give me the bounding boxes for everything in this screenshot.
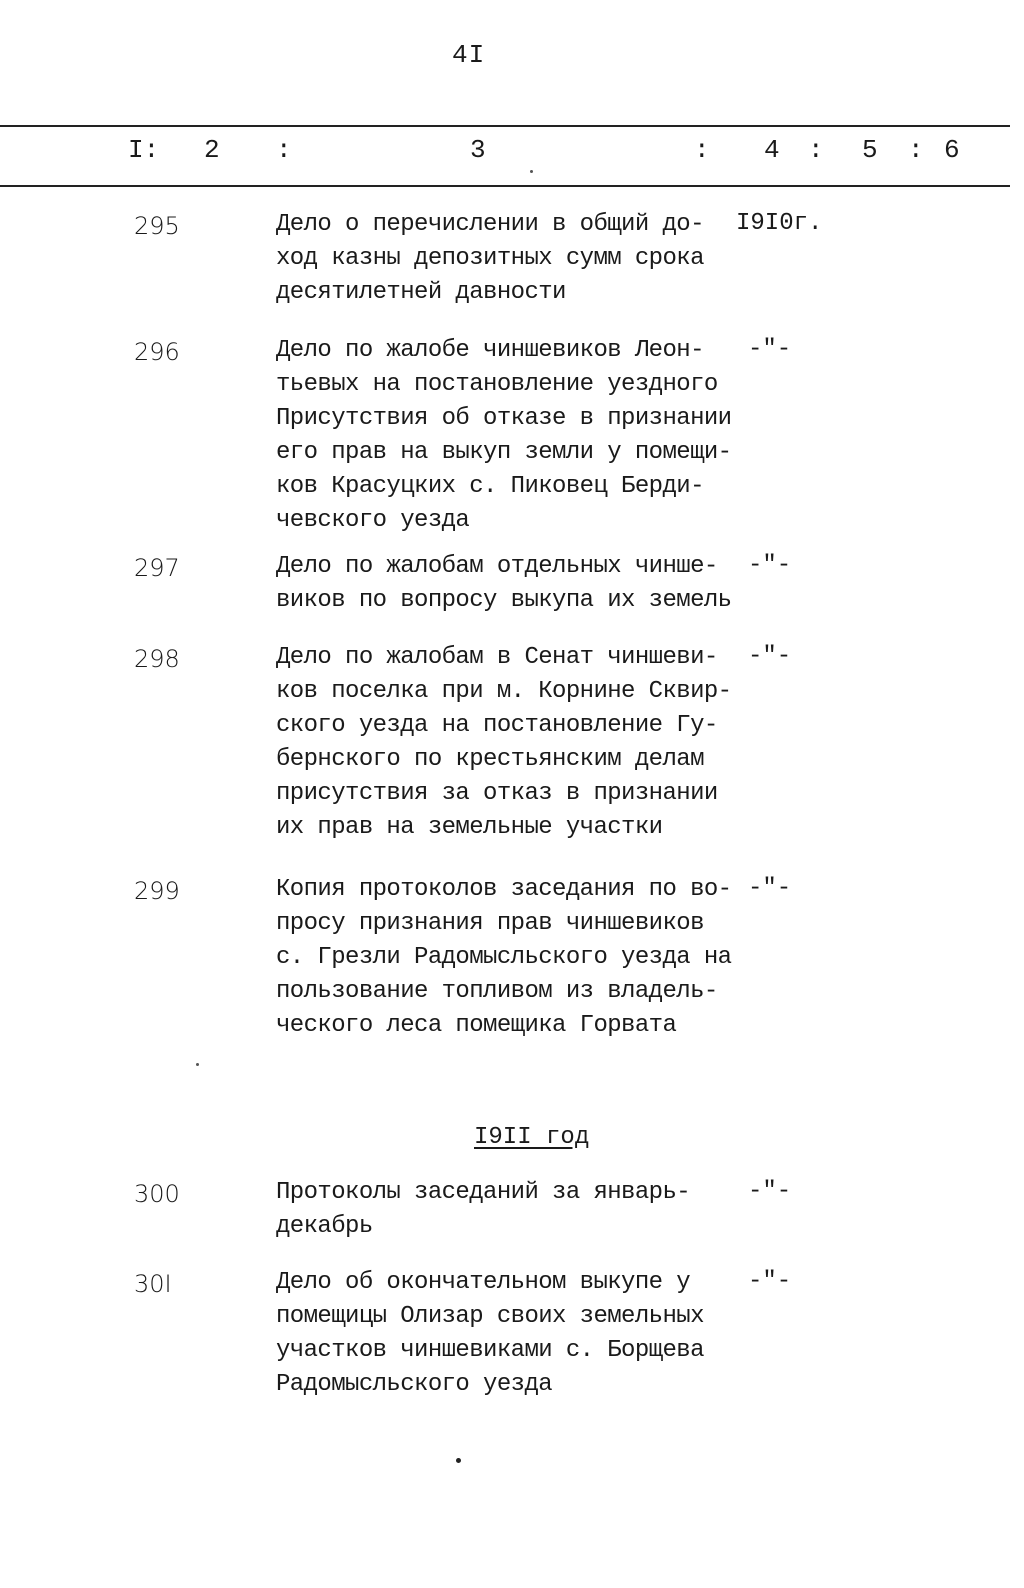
- entry-number: 300: [134, 1180, 180, 1208]
- description-line: присутствия за отказ в признании: [276, 780, 718, 807]
- description-line: просу признания прав чиншевиков: [276, 910, 704, 937]
- description-line: тьевых на постановление уездного: [276, 371, 718, 398]
- description-line: десятилетней давности: [276, 279, 566, 306]
- description-line: Дело по жалобам в Сенат чиншеви-: [276, 644, 718, 671]
- header-rule-bottom: [0, 185, 1010, 187]
- column-header: 3: [470, 135, 486, 165]
- column-header: :: [908, 135, 924, 165]
- entry-date: -"-: [748, 336, 792, 363]
- description-line: пользование топливом из владель-: [276, 978, 718, 1005]
- description-line: ского уезда на постановление Гу-: [276, 712, 718, 739]
- column-header: 5: [862, 135, 878, 165]
- entry-number: 296: [134, 338, 180, 366]
- description-line: Радомысльского уезда: [276, 1371, 553, 1398]
- column-header: :: [808, 135, 824, 165]
- description-line: Присутствия об отказе в признании: [276, 405, 732, 432]
- entry-number: 299: [134, 877, 180, 905]
- description-line: с. Грезли Радомысльского уезда на: [276, 944, 732, 971]
- description-line: их прав на земельные участки: [276, 814, 663, 841]
- entry-description: [276, 1176, 756, 1244]
- description-line: Дело об окончательном выкупе у: [276, 1269, 691, 1296]
- entry-description: [276, 1266, 756, 1402]
- entry-description: [276, 208, 756, 310]
- column-header: 2: [204, 135, 220, 165]
- description-line: ход казны депозитных сумм срока: [276, 245, 704, 272]
- table-header: [0, 135, 1024, 171]
- description-line: декабрь: [276, 1213, 373, 1240]
- description-line: ческого леса помещика Горвата: [276, 1012, 677, 1039]
- entry-date: -"-: [748, 875, 792, 902]
- entry-description: [276, 641, 756, 845]
- description-line: ков поселка при м. Корнине Сквир-: [276, 678, 732, 705]
- description-line: участков чиншевиками с. Борщева: [276, 1337, 704, 1364]
- description-line: его прав на выкуп земли у помещи-: [276, 439, 732, 466]
- entry-date: -"-: [748, 643, 792, 670]
- page-number: 4I: [452, 40, 486, 70]
- scan-speck: [456, 1458, 461, 1463]
- description-line: помещицы Олизар своих земельных: [276, 1303, 704, 1330]
- column-header: 4: [764, 135, 780, 165]
- description-line: чевского уезда: [276, 507, 470, 534]
- description-line: виков по вопросу выкупа их земель: [276, 587, 732, 614]
- year-heading: I9II год: [474, 1124, 590, 1151]
- entry-description: [276, 550, 756, 618]
- entry-description: [276, 873, 756, 1043]
- column-header: 6: [944, 135, 960, 165]
- header-rule-top: [0, 125, 1010, 127]
- description-line: Дело о перечислении в общий до-: [276, 211, 704, 238]
- description-line: Дело по жалобе чиншевиков Леон-: [276, 337, 704, 364]
- entry-number: 30I: [134, 1270, 172, 1298]
- description-line: Копия протоколов заседания по во-: [276, 876, 732, 903]
- entry-description: [276, 334, 756, 538]
- description-line: Протоколы заседаний за январь-: [276, 1179, 691, 1206]
- scan-speck: [196, 1063, 199, 1066]
- entry-date: -"-: [748, 1178, 792, 1205]
- description-line: бернского по крестьянским делам: [276, 746, 704, 773]
- entry-date: -"-: [748, 1268, 792, 1295]
- entry-number: 298: [134, 645, 180, 673]
- entry-date: -"-: [748, 552, 792, 579]
- entry-number: 295: [134, 212, 180, 240]
- description-line: Дело по жалобам отдельных чинше-: [276, 553, 718, 580]
- description-line: ков Красуцких с. Пиковец Берди-: [276, 473, 704, 500]
- entry-date: I9I0г.: [736, 210, 823, 237]
- scan-speck: [530, 170, 533, 173]
- column-header: :: [694, 135, 710, 165]
- column-header: I:: [128, 135, 160, 165]
- entry-number: 297: [134, 554, 180, 582]
- column-header: :: [276, 135, 292, 165]
